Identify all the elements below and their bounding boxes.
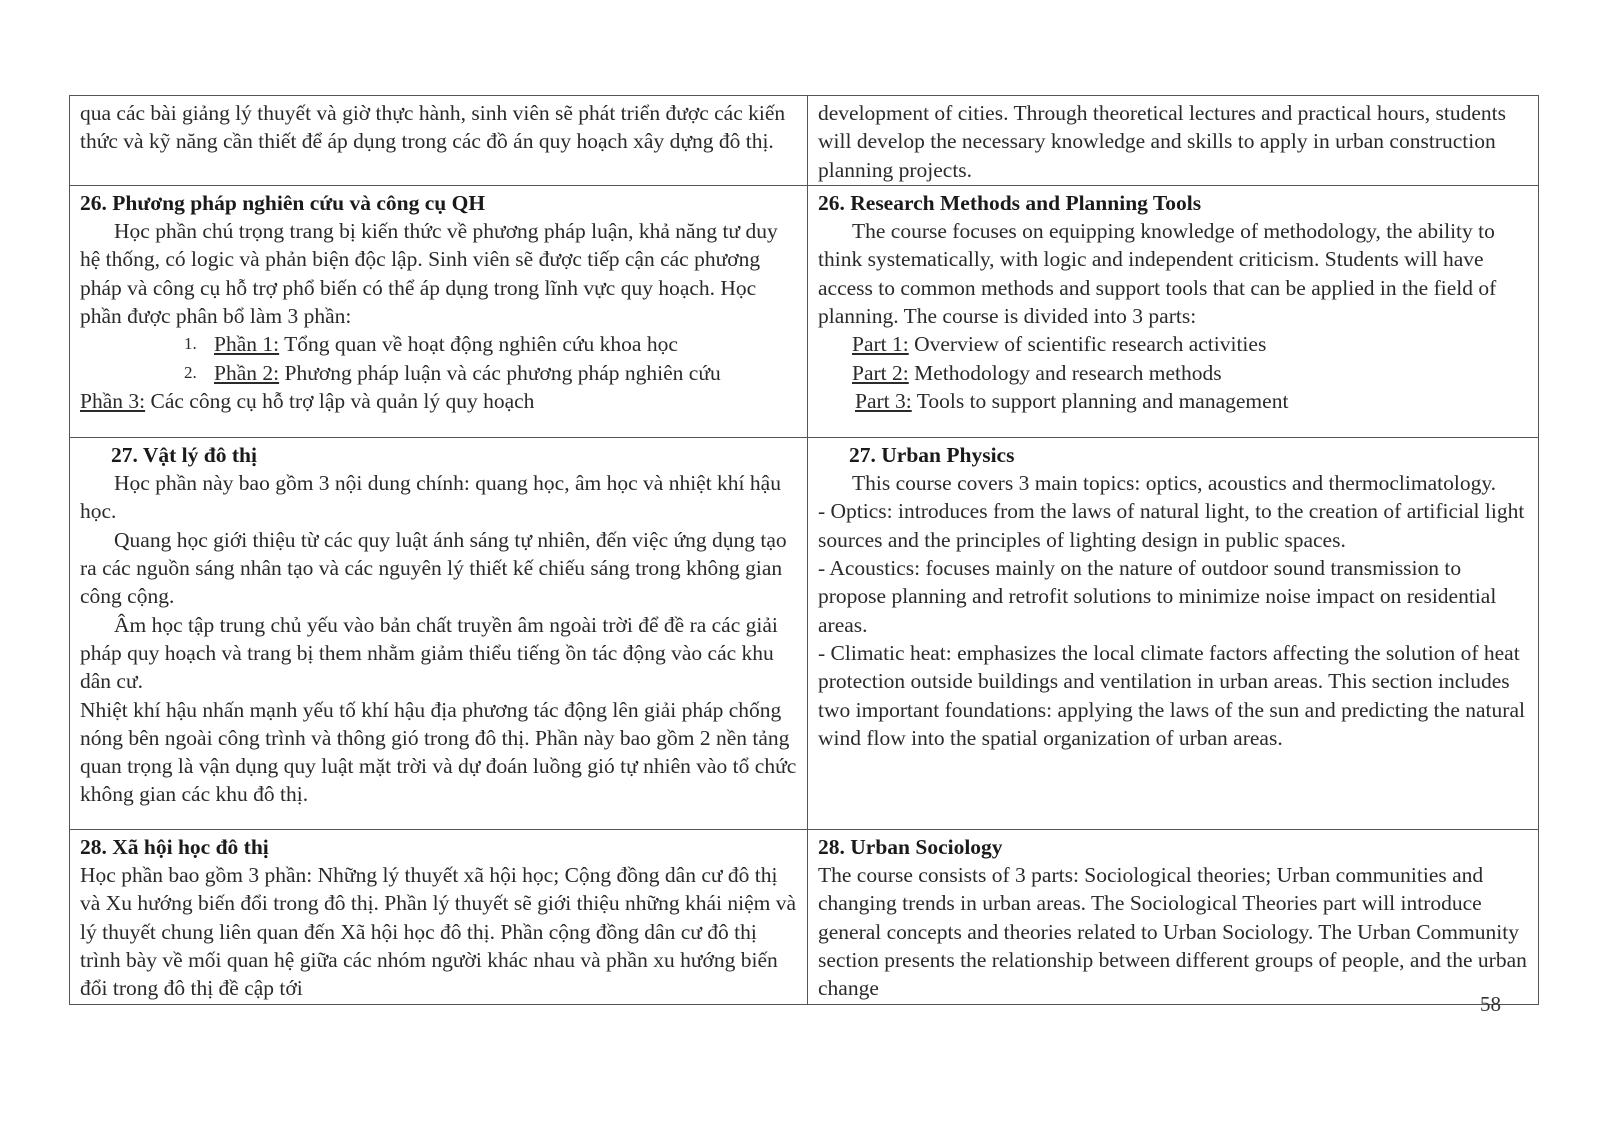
- en-paragraph: - Climatic heat: emphasizes the local climate factors affecting the solution of heat protection outside buildings and ventilation in urban areas. This section includes two important foundations: applying the laws of the sun and predicting the natural wind flow into the spatial organization of urban areas.: [818, 640, 1525, 750]
- part-text: Methodology and research methods: [908, 360, 1222, 385]
- en-paragraph: This course covers 3 main topics: optics, acoustics and thermoclimatology.: [852, 471, 1497, 496]
- part-text: Overview of scientific research activities: [908, 332, 1267, 357]
- list-number: 1.: [184, 334, 197, 354]
- vi-cell: [70, 829, 808, 1004]
- en-cell: [808, 829, 1539, 1004]
- vi-paragraph: Học phần này bao gồm 3 nội dung chính: quang học, âm học và nhiệt khí hậu học.: [80, 471, 781, 524]
- course-title-en: 28. Urban Sociology: [818, 834, 1003, 859]
- part-label: Phần 2:: [214, 360, 280, 385]
- vi-paragraph: Học phần chú trọng trang bị kiến thức về phương pháp luận, khả năng tư duy hệ thống, có logic và phản biện độc lập. Sinh viên sẽ được tiếp cận các phương pháp và công cụ hỗ trợ phổ biến có thể áp dụng trong lĩnh vực quy hoạch. Học phần được phân bổ làm 3 phần:: [80, 219, 778, 329]
- part-text: Các công cụ hỗ trợ lập và quản lý quy hoạch: [145, 388, 535, 413]
- en-paragraph: The course consists of 3 parts: Sociological theories; Urban communities and changing trends in urban areas. The Sociological Theories part will introduce general concepts and theories related to Urban Sociology. The Urban Community section presents the relationship between different groups of people, and the urban change: [818, 863, 1527, 1001]
- vi-cell: [70, 437, 808, 829]
- vi-paragraph: Học phần bao gồm 3 phần: Những lý thuyết xã hội học; Cộng đồng dân cư đô thị và Xu hướng biến đổi trong đô thị. Phần lý thuyết sẽ giới thiệu những khái niệm và lý thuyết chung liên quan đến Xã hội học đô thị. Phần cộng đồng dân cư đô thị trình bày về mối quan hệ giữa các nhóm người khác nhau và phần xu hướng biến đổi trong đô thị đề cập tới: [80, 863, 797, 1001]
- en-paragraph: development of cities. Through theoretical lectures and practical hours, students will develop the necessary knowledge and skills to apply in urban construction planning projects.: [818, 101, 1506, 182]
- en-paragraph: - Optics: introduces from the laws of natural light, to the creation of artificial light sources and the principles of lighting design in public spaces.: [818, 499, 1525, 552]
- part-text: Phương pháp luận và các phương pháp nghiên cứu: [279, 360, 721, 385]
- vi-paragraph: Âm học tập trung chủ yếu vào bản chất truyền âm ngoài trời để đề ra các giải pháp quy hoạch và trang bị them nhằm giảm thiểu tiếng ồn tác động vào các khu dân cư.: [80, 612, 778, 694]
- page-number: 58: [1480, 992, 1501, 1016]
- table-row: [70, 185, 1539, 437]
- part-text: Tổng quan về hoạt động nghiên cứu khoa học: [279, 332, 678, 357]
- course-title-vi: 26. Phương pháp nghiên cứu và công cụ QH: [80, 190, 486, 215]
- list-item: [818, 387, 1528, 415]
- part-label: Part 3:: [855, 388, 912, 413]
- table-row: [70, 437, 1539, 829]
- part-label: Phần 1:: [214, 332, 280, 357]
- part-label: Part 2:: [852, 360, 909, 385]
- list-item: [818, 330, 1528, 358]
- en-cell: [808, 437, 1539, 829]
- en-paragraph: - Acoustics: focuses mainly on the nature of outdoor sound transmission to propose planning and retrofit solutions to minimize noise impact on residential areas.: [818, 556, 1497, 637]
- course-title-vi: 28. Xã hội học đô thị: [80, 834, 269, 859]
- en-cell: [808, 96, 1539, 186]
- part-label: Phần 3:: [80, 388, 146, 413]
- course-title-vi: 27. Vật lý đô thị: [111, 442, 257, 467]
- course-description-table: [69, 95, 1539, 1005]
- table-row: [70, 96, 1539, 186]
- vi-cell: [70, 96, 808, 186]
- course-title-en: 26. Research Methods and Planning Tools: [818, 190, 1202, 215]
- list-item: [80, 359, 797, 387]
- list-item: [818, 359, 1528, 387]
- en-cell: [808, 185, 1539, 437]
- vi-cell: [70, 185, 808, 437]
- table-row: [70, 829, 1539, 1004]
- vi-paragraph: Quang học giới thiệu từ các quy luật ánh sáng tự nhiên, đến việc ứng dụng tạo ra các nguồn sáng nhân tạo và các nguyên lý thiết kế chiếu sáng trong không gian công cộng.: [80, 527, 787, 609]
- course-title-en: 27. Urban Physics: [849, 442, 1015, 467]
- list-item: [80, 387, 797, 415]
- en-paragraph: The course focuses on equipping knowledge of methodology, the ability to think systematically, with logic and independent criticism. Students will have access to common methods and support tools that can be applied in the field of planning. The course is divided into 3 parts:: [818, 219, 1497, 329]
- part-text: Tools to support planning and management: [911, 388, 1289, 413]
- vi-paragraph: qua các bài giảng lý thuyết và giờ thực hành, sinh viên sẽ phát triển được các kiến thức và kỹ năng cần thiết để áp dụng trong các đồ án quy hoạch xây dựng đô thị.: [80, 101, 786, 154]
- list-item: [80, 330, 797, 358]
- list-number: 2.: [184, 362, 197, 382]
- vi-paragraph: Nhiệt khí hậu nhấn mạnh yếu tố khí hậu địa phương tác động lên giải pháp chống nóng bên ngoài công trình và thông gió trong đô thị. Phần này bao gồm 2 nền tảng quan trọng là vận dụng quy luật mặt trời và dự đoán luồng gió tự nhiên vào tổ chức không gian các khu đô thị.: [80, 697, 797, 807]
- part-label: Part 1:: [852, 332, 909, 357]
